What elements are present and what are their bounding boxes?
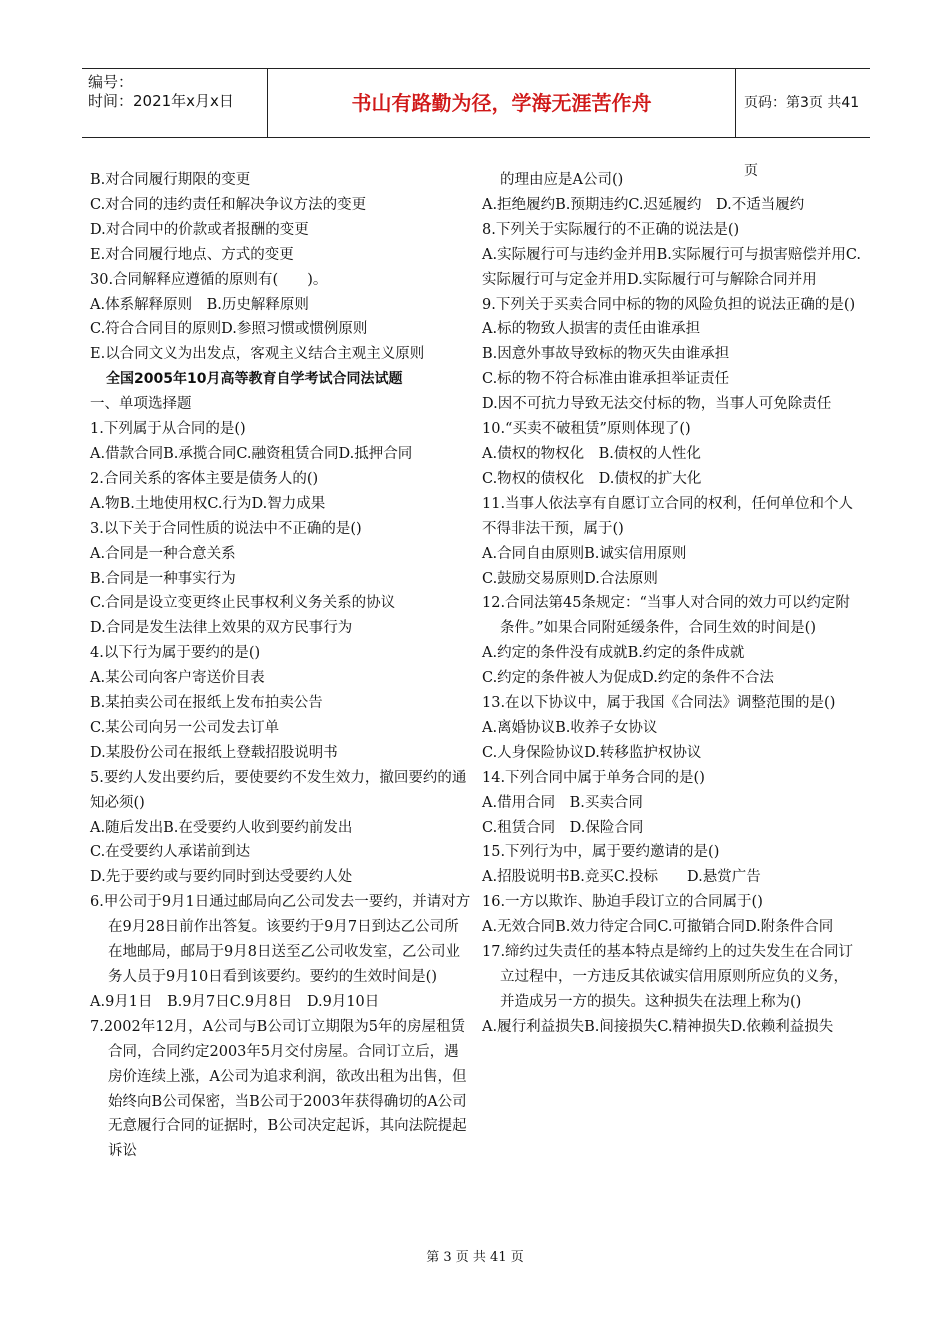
question-6: 6.甲公司于9月1日通过邮局向乙公司发去一要约，并请对方在9月28日前作出答复。该要约于9月7日到达乙公司所在地邮局，邮局于9月8日送至乙公司收发室，乙公司业务人员于9月10日看到该要约。要约的生效时间是() <box>90 894 471 985</box>
text-line: A.体系解释原则 B.历史解释原则 <box>90 296 309 313</box>
text-line: B.因意外事故导致标的物灭失由谁承担 <box>482 346 730 363</box>
text-line: A.债权的物权化 B.债权的人性化 <box>482 445 701 462</box>
text-line: A.借款合同B.承揽合同C.融资租赁合同D.抵押合同 <box>90 445 413 462</box>
question-14: 14.下列合同中属于单务合同的是() <box>482 769 705 786</box>
section-heading: 一、单项选择题 <box>90 396 192 413</box>
text-line: C.鼓励交易原则D.合法原则 <box>482 570 658 587</box>
question-10: 10.“买卖不破租赁”原则体现了() <box>482 421 691 438</box>
text-line: A.借用合同 B.买卖合同 <box>482 794 643 811</box>
text-line: A.招股说明书B.竞买C.投标 D.悬赏广告 <box>482 869 761 886</box>
question-15: 15.下列行为中，属于要约邀请的是() <box>482 844 720 861</box>
text-line: A.实际履行可与违约金并用B.实际履行可与损害赔偿并用C.实际履行可与定金并用D.实际履行可与解除合同并用 <box>482 246 862 288</box>
text-line: A.某公司向客户寄送价目表 <box>90 670 265 687</box>
question-3: 3.以下关于合同性质的说法中不正确的是() <box>90 520 362 537</box>
left-column <box>90 168 472 1164</box>
question-13: 13.在以下协议中，属于我国《合同法》调整范围的是() <box>482 695 836 712</box>
text-line: C.约定的条件被人为促成D.约定的条件不合法 <box>482 670 774 687</box>
text-line: A.履行利益损失B.间接损失C.精神损失D.依赖利益损失 <box>482 1018 834 1035</box>
question-2: 2.合同关系的客体主要是债务人的() <box>90 470 319 487</box>
text-line: B.合同是一种事实行为 <box>90 570 236 587</box>
document-number-label: 编号： <box>88 73 134 91</box>
text-line: E.对合同履行地点、方式的变更 <box>90 246 294 263</box>
text-line: C.合同是设立变更终止民事权利义务关系的协议 <box>90 595 396 612</box>
text-line: A.拒绝履约B.预期违约C.迟延履约 D.不适当履约 <box>482 196 805 213</box>
question-17: 17.缔约过失责任的基本特点是缔约上的过失发生在合同订立过程中，一方违反其依诚实信用原则所应负的义务，并造成另一方的损失。这种损失在法理上称为() <box>482 944 854 1010</box>
text-line: C.对合同的违约责任和解决争议方法的变更 <box>90 196 367 213</box>
text-line: D.合同是发生法律上效果的双方民事行为 <box>90 620 353 637</box>
header-page-number: 页码：第3页 共41页 <box>744 95 860 179</box>
question-1: 1.下列属于从合同的是() <box>90 421 246 438</box>
text-line: A.离婚协议B.收养子女协议 <box>482 719 658 736</box>
text-line: A.约定的条件没有成就B.约定的条件成就 <box>482 645 745 662</box>
text-line: D.对合同中的价款或者报酬的变更 <box>90 221 309 238</box>
text-line: B.某拍卖公司在报纸上发布拍卖公告 <box>90 695 323 712</box>
text-line: 的理由应是A公司() <box>500 172 624 188</box>
text-line: A.随后发出B.在受要约人收到要约前发出 <box>90 819 353 836</box>
question-9: 9.下列关于买卖合同中标的物的风险负担的说法正确的是() <box>482 296 856 313</box>
question-12: 12.合同法第45条规定：“当事人对合同的效力可以约定附条件。”如果合同附延缓条件，合同生效的时间是() <box>482 595 850 637</box>
page-header <box>82 68 870 179</box>
text-line: C.符合合同目的原则D.参照习惯或惯例原则 <box>90 321 368 338</box>
text-line: D.某股份公司在报纸上登载招股说明书 <box>90 744 338 761</box>
question-5: 5.要约人发出要约后，要使要约不发生效力，撤回要约的通知必须() <box>90 769 467 811</box>
text-line: A.物B.土地使用权C.行为D.智力成果 <box>90 495 326 512</box>
text-line: A.合同自由原则B.诚实信用原则 <box>482 545 687 562</box>
text-line: E.以合同文义为出发点，客观主义结合主观主义原则 <box>90 346 425 363</box>
text-line: D.因不可抗力导致无法交付标的物，当事人可免除责任 <box>482 396 832 413</box>
question-16: 16.一方以欺诈、胁迫手段订立的合同属于() <box>482 894 763 911</box>
text-line: C.租赁合同 D.保险合同 <box>482 819 644 836</box>
text-line: C.某公司向另一公司发去订单 <box>90 719 280 736</box>
right-column <box>482 168 862 1040</box>
text-line: A.合同是一种合意关系 <box>90 545 236 562</box>
text-line: A.标的物致人损害的责任由谁承担 <box>482 321 701 338</box>
question-8: 8.下列关于实际履行的不正确的说法是() <box>482 221 740 238</box>
text-line: A.无效合同B.效力待定合同C.可撤销合同D.附条件合同 <box>482 919 834 936</box>
text-line: B.对合同履行期限的变更 <box>90 172 251 188</box>
question-7: 7.2002年12月，A公司与B公司订立期限为5年的房屋租赁合同，合同约定2003年5月交付房屋。合同订立后，遇房价连续上涨，A公司为追求利润，欲改出租为出售，但始终向B公司保密，当B公司于2003年获得确切的A公司无意履行合同的证据时，B公司决定起诉，其向法院提起诉讼 <box>90 1018 467 1160</box>
exam-title: 全国2005年10月高等教育自学考试合同法试题 <box>106 371 403 388</box>
header-meta <box>82 69 268 137</box>
header-motto: 书山有路勤为径，学海无涯苦作舟 <box>268 69 736 137</box>
text-line: A.9月1日 B.9月7日C.9月8日 D.9月10日 <box>90 993 380 1010</box>
page-footer: 第 3 页 共 41 页 <box>426 1250 524 1265</box>
text-line: C.标的物不符合标准由谁承担举证责任 <box>482 371 730 388</box>
question-11: 11.当事人依法享有自愿订立合同的权利，任何单位和个人不得非法干预，属于() <box>482 495 854 537</box>
text-line: D.先于要约或与要约同时到达受要约人处 <box>90 869 353 886</box>
question-30: 30.合同解释应遵循的原则有( )。 <box>90 271 328 288</box>
question-4: 4.以下行为属于要约的是() <box>90 645 261 662</box>
text-line: C.在受要约人承诺前到达 <box>90 844 251 861</box>
document-time-label: 时间：2021年x月x日 <box>88 92 234 110</box>
text-line: C.物权的债权化 D.债权的扩大化 <box>482 470 702 487</box>
text-line: C.人身保险协议D.转移监护权协议 <box>482 744 702 761</box>
